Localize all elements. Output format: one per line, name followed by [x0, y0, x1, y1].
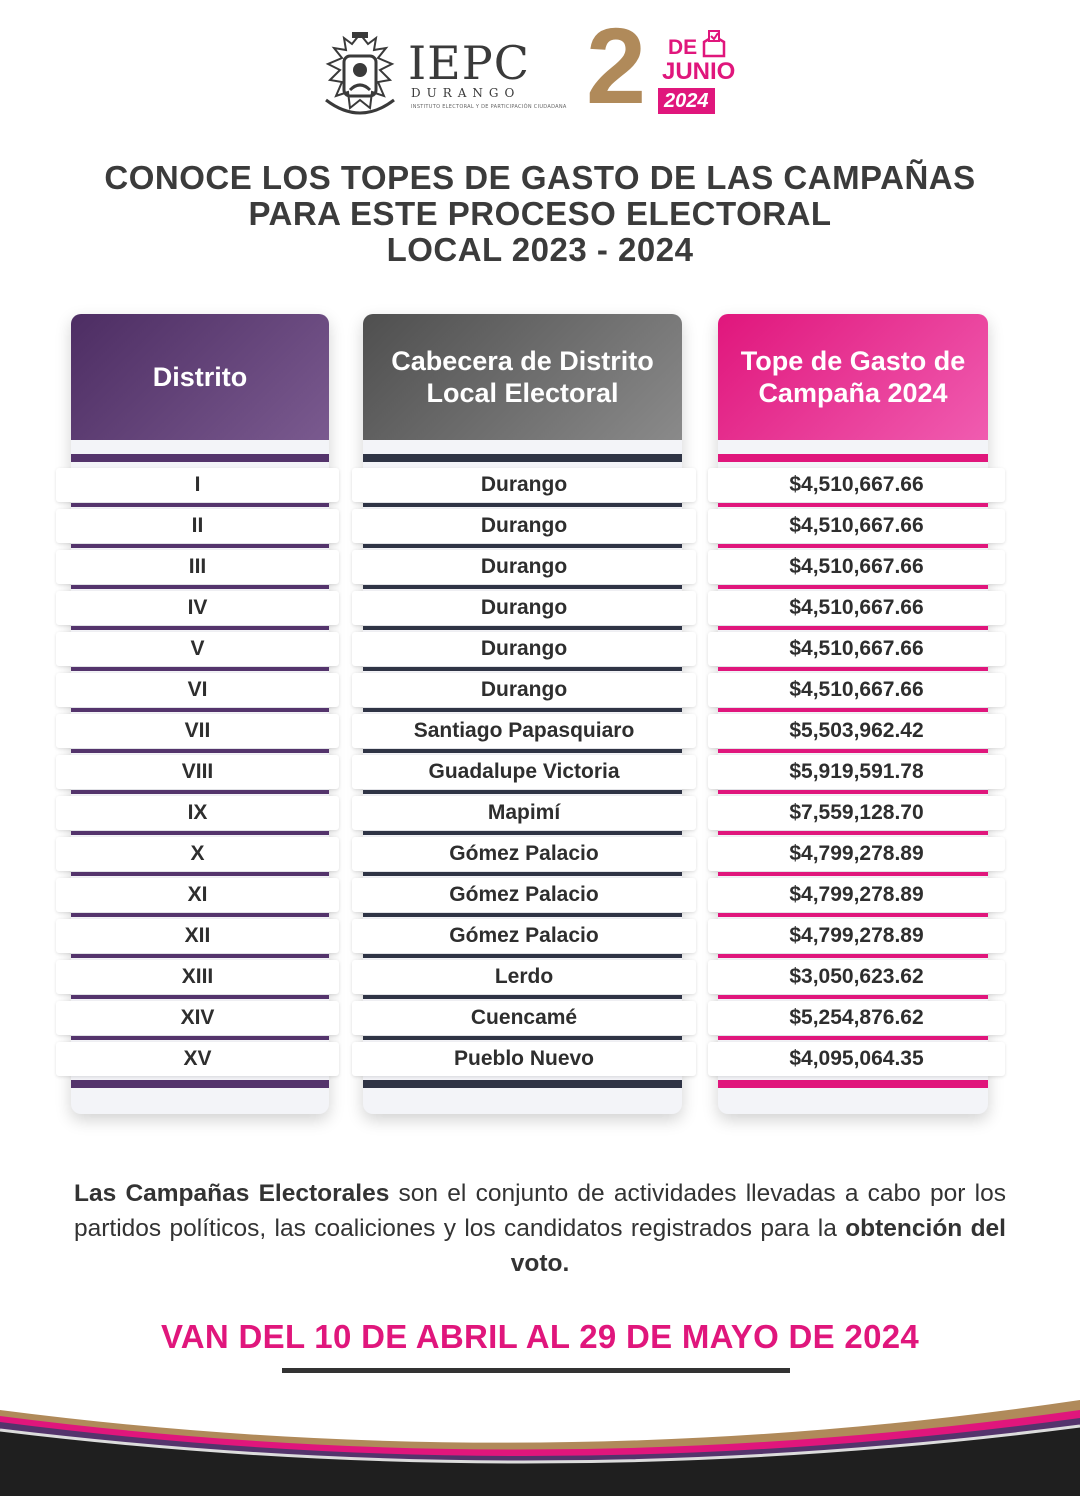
cell-tope: $4,799,278.89 [708, 837, 1005, 871]
row-separator [363, 626, 682, 630]
cell-distrito: III [56, 550, 339, 584]
row-separator [363, 954, 682, 958]
row-separator [363, 667, 682, 671]
row-separator [71, 913, 329, 917]
table-row [0, 919, 1080, 953]
table-row [0, 1042, 1080, 1076]
row-separator [363, 708, 682, 712]
iepc-logo-tagline: INSTITUTO ELECTORAL Y DE PARTICIPACIÓN CIUDADANA [411, 104, 567, 110]
cell-distrito: II [56, 509, 339, 543]
column-strip [718, 1080, 988, 1088]
row-separator [718, 1036, 988, 1040]
row-separator [718, 790, 988, 794]
title-line-2: PARA ESTE PROCESO ELECTORAL [248, 195, 832, 232]
row-separator [718, 749, 988, 753]
header-tope: Tope de Gasto de Campaña 2024 [718, 314, 988, 440]
table-row [0, 632, 1080, 666]
iepc-logo-subtitle: DURANGO [411, 86, 521, 100]
table-row [0, 509, 1080, 543]
row-separator [71, 585, 329, 589]
cell-cabecera: Cuencamé [352, 1001, 696, 1035]
table-row [0, 550, 1080, 584]
row-separator [363, 995, 682, 999]
row-separator [718, 954, 988, 958]
cell-distrito: X [56, 837, 339, 871]
row-separator [718, 626, 988, 630]
header [0, 5, 1080, 130]
cell-distrito: IX [56, 796, 339, 830]
row-separator [71, 749, 329, 753]
cell-cabecera: Durango [352, 673, 696, 707]
row-separator [363, 749, 682, 753]
cell-tope: $5,254,876.62 [708, 1001, 1005, 1035]
cell-distrito: VII [56, 714, 339, 748]
cell-tope: $7,559,128.70 [708, 796, 1005, 830]
header-distrito: Distrito [71, 314, 329, 440]
table-row [0, 1001, 1080, 1035]
iepc-seal-icon [316, 30, 404, 122]
cell-distrito: VIII [56, 755, 339, 789]
cell-tope: $4,510,667.66 [708, 509, 1005, 543]
column-strip [71, 1080, 329, 1088]
cell-cabecera: Durango [352, 550, 696, 584]
cell-cabecera: Lerdo [352, 960, 696, 994]
row-separator [71, 626, 329, 630]
cell-cabecera: Durango [352, 468, 696, 502]
table-row [0, 591, 1080, 625]
cell-distrito: IV [56, 591, 339, 625]
cell-tope: $4,510,667.66 [708, 550, 1005, 584]
row-separator [71, 708, 329, 712]
description-middle: son el conjunto de actividades llevadas a cabo por los partidos políticos, las coaliciones y los candidatos registrados para la [74, 1180, 1006, 1242]
cell-cabecera: Durango [352, 632, 696, 666]
campaign-description [74, 1176, 1006, 1281]
election-day-number: 2 [586, 5, 644, 126]
table-row [0, 796, 1080, 830]
row-separator [363, 1036, 682, 1040]
cell-cabecera: Guadalupe Victoria [352, 755, 696, 789]
row-separator [71, 544, 329, 548]
row-separator [718, 544, 988, 548]
ballot-box-icon [700, 30, 728, 60]
row-separator [718, 503, 988, 507]
cell-cabecera: Pueblo Nuevo [352, 1042, 696, 1076]
row-separator [71, 503, 329, 507]
cell-tope: $4,510,667.66 [708, 591, 1005, 625]
row-separator [363, 831, 682, 835]
column-strip [363, 454, 682, 462]
description-bold-end: obtención del voto. [510, 1215, 1006, 1277]
row-separator [71, 831, 329, 835]
row-separator [363, 585, 682, 589]
page-title [0, 160, 1080, 268]
row-separator [363, 544, 682, 548]
cell-cabecera: Durango [352, 591, 696, 625]
cell-tope: $4,510,667.66 [708, 468, 1005, 502]
cell-cabecera: Durango [352, 509, 696, 543]
table-row [0, 878, 1080, 912]
cell-cabecera: Mapimí [352, 796, 696, 830]
row-separator [71, 954, 329, 958]
column-strip [363, 1080, 682, 1088]
row-separator [718, 913, 988, 917]
row-separator [718, 708, 988, 712]
column-strip [71, 454, 329, 462]
cell-cabecera: Gómez Palacio [352, 878, 696, 912]
cell-cabecera: Gómez Palacio [352, 837, 696, 871]
footer-wave [0, 1370, 1080, 1496]
iepc-logo-text: IEPC [408, 36, 530, 90]
row-separator [718, 585, 988, 589]
cell-cabecera: Santiago Papasquiaro [352, 714, 696, 748]
cell-distrito: XV [56, 1042, 339, 1076]
row-separator [71, 872, 329, 876]
row-separator [71, 790, 329, 794]
row-separator [71, 995, 329, 999]
cell-distrito: I [56, 468, 339, 502]
cell-cabecera: Gómez Palacio [352, 919, 696, 953]
cell-distrito: XIII [56, 960, 339, 994]
title-line-1: CONOCE LOS TOPES DE GASTO DE LAS CAMPAÑAS [104, 159, 976, 196]
header-cabecera: Cabecera de Distrito Local Electoral [363, 314, 682, 440]
table-row [0, 673, 1080, 707]
table-row [0, 755, 1080, 789]
cell-distrito: V [56, 632, 339, 666]
table-row [0, 468, 1080, 502]
row-separator [718, 831, 988, 835]
cell-tope: $4,510,667.66 [708, 673, 1005, 707]
election-month: JUNIO [662, 58, 736, 85]
election-date-de: DE [668, 36, 698, 59]
cell-tope: $4,510,667.66 [708, 632, 1005, 666]
cell-distrito: VI [56, 673, 339, 707]
row-separator [71, 667, 329, 671]
row-separator [718, 667, 988, 671]
iepc-logo [316, 30, 567, 125]
row-separator [718, 872, 988, 876]
election-date-logo [586, 5, 736, 126]
row-separator [363, 790, 682, 794]
cell-distrito: XI [56, 878, 339, 912]
cell-tope: $5,919,591.78 [708, 755, 1005, 789]
cell-tope: $3,050,623.62 [708, 960, 1005, 994]
cell-distrito: XIV [56, 1001, 339, 1035]
description-bold-start: Las Campañas Electorales [74, 1180, 390, 1207]
cell-distrito: XII [56, 919, 339, 953]
row-separator [363, 872, 682, 876]
title-line-3: LOCAL 2023 - 2024 [386, 231, 694, 268]
cell-tope: $4,095,064.35 [708, 1042, 1005, 1076]
row-separator [363, 503, 682, 507]
table-row [0, 714, 1080, 748]
row-separator [71, 1036, 329, 1040]
table-row [0, 837, 1080, 871]
election-year-badge: 2024 [658, 88, 715, 114]
campaign-dates-banner: VAN DEL 10 DE ABRIL AL 29 DE MAYO DE 2024 [160, 1318, 920, 1355]
column-strip [718, 454, 988, 462]
table-row [0, 960, 1080, 994]
cell-tope: $4,799,278.89 [708, 919, 1005, 953]
row-separator [718, 995, 988, 999]
row-separator [363, 913, 682, 917]
cell-tope: $5,503,962.42 [708, 714, 1005, 748]
cell-tope: $4,799,278.89 [708, 878, 1005, 912]
